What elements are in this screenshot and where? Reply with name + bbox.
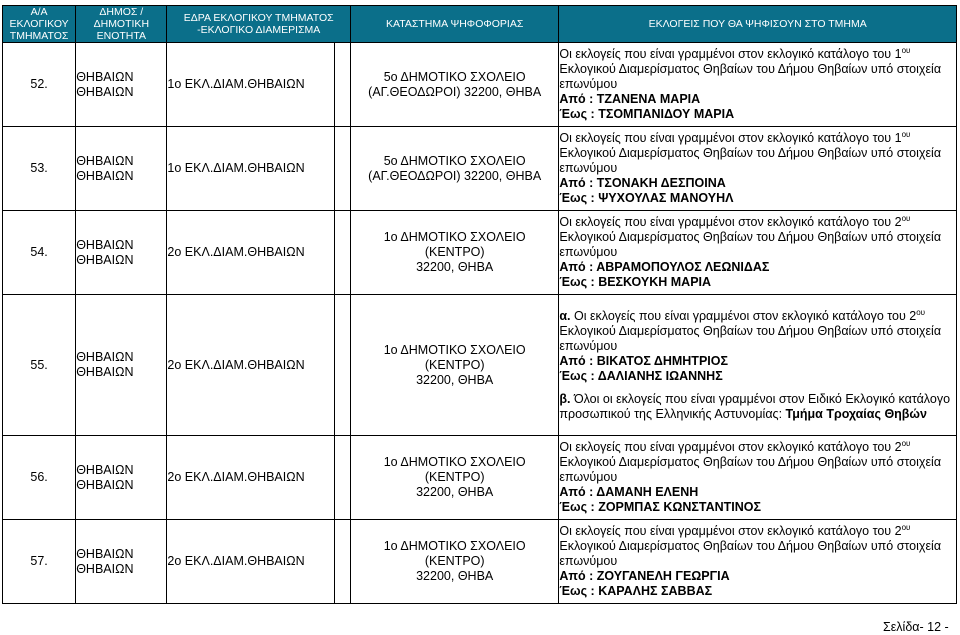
row-number: 57.: [3, 520, 76, 604]
from-name: Από : ΑΒΡΑΜΟΠΟΥΛΟΣ ΛΕΩΝΙΔΑΣ: [559, 260, 770, 274]
municipality-cell: ΘΗΒΑΙΩΝ ΘΗΒΑΙΩΝ: [76, 520, 167, 604]
table-header-row: [3, 6, 957, 43]
municipality-cell: ΘΗΒΑΙΩΝ ΘΗΒΑΙΩΝ: [76, 295, 167, 436]
to-name: Έως : ΨΥΧΟΥΛΑΣ ΜΑΝΟΥΗΛ: [559, 191, 734, 205]
row-number: 54.: [3, 211, 76, 295]
to-name: Έως : ΚΑΡΑΛΗΣ ΣΑΒΒΑΣ: [559, 584, 713, 598]
table-row: [3, 127, 957, 211]
polling-store-cell: 1ο ΔΗΜΟΤΙΚΟ ΣΧΟΛΕΙΟ (ΚΕΝΤΡΟ) 32200, ΘΗΒΑ: [351, 211, 559, 295]
header-seat: ΕΔΡΑ ΕΚΛΟΓΙΚΟΥ ΤΜΗΜΑΤΟΣ -ΕΚΛΟΓΙΚΟ ΔΙΑΜΕΡΙΣΜΑ: [167, 6, 351, 43]
spacer-cell: [335, 43, 351, 127]
polling-store-cell: 5ο ΔΗΜΟΤΙΚΟ ΣΧΟΛΕΙΟ (ΑΓ.ΘΕΟΔΩΡΟΙ) 32200, ΘΗΒΑ: [351, 43, 559, 127]
spacer-cell: [335, 211, 351, 295]
spacer-cell: [335, 436, 351, 520]
spacer-cell: [335, 127, 351, 211]
polling-stations-table: [2, 5, 957, 604]
header-store: ΚΑΤΑΣΤΗΜΑ ΨΗΦΟΦΟΡΙΑΣ: [351, 6, 559, 43]
electoral-unit-cell: 2ο ΕΚΛ.ΔΙΑΜ.ΘΗΒΑΙΩΝ: [167, 520, 335, 604]
header-num: Α/Α ΕΚΛΟΓΙΚΟΥ ΤΜΗΜΑΤΟΣ: [3, 6, 76, 43]
polling-store-cell: 5ο ΔΗΜΟΤΙΚΟ ΣΧΟΛΕΙΟ (ΑΓ.ΘΕΟΔΩΡΟΙ) 32200, ΘΗΒΑ: [351, 127, 559, 211]
electoral-unit-cell: 2ο ΕΚΛ.ΔΙΑΜ.ΘΗΒΑΙΩΝ: [167, 295, 335, 436]
municipality-cell: ΘΗΒΑΙΩΝ ΘΗΒΑΙΩΝ: [76, 127, 167, 211]
electoral-unit-cell: 2ο ΕΚΛ.ΔΙΑΜ.ΘΗΒΑΙΩΝ: [167, 436, 335, 520]
table-row: [3, 43, 957, 127]
municipality-cell: ΘΗΒΑΙΩΝ ΘΗΒΑΙΩΝ: [76, 436, 167, 520]
polling-store-cell: 1ο ΔΗΜΟΤΙΚΟ ΣΧΟΛΕΙΟ (ΚΕΝΤΡΟ) 32200, ΘΗΒΑ: [351, 436, 559, 520]
voters-cell: Οι εκλογείς που είναι γραμμένοι στον εκλογικό κατάλογο του $2^{o\upsilon}$ Εκλογικού Διαμερίσματος Θηβαίων του Δήμου Θηβαίων υπό στοιχεία επωνύμου Από : ΑΒΡΑΜΟΠΟΥΛΟΣ ΛΕΩΝΙΔΑΣ Έως : ΒΕΣΚΟΥΚΗ ΜΑΡΙΑ: [559, 211, 957, 295]
electoral-unit-cell: 1ο ΕΚΛ.ΔΙΑΜ.ΘΗΒΑΙΩΝ: [167, 127, 335, 211]
to-name: Έως : ΖΟΡΜΠΑΣ ΚΩΝΣΤΑΝΤΙΝΟΣ: [559, 500, 762, 514]
item-marker: β.: [559, 391, 571, 406]
polling-store-cell: 1ο ΔΗΜΟΤΙΚΟ ΣΧΟΛΕΙΟ (ΚΕΝΤΡΟ) 32200, ΘΗΒΑ: [351, 520, 559, 604]
electoral-unit-cell: 2ο ΕΚΛ.ΔΙΑΜ.ΘΗΒΑΙΩΝ: [167, 211, 335, 295]
header-voters: ΕΚΛΟΓΕΙΣ ΠΟΥ ΘΑ ΨΗΦΙΣΟΥΝ ΣΤΟ ΤΜΗΜΑ: [559, 6, 957, 43]
table-row: [3, 295, 957, 436]
to-name: Έως : ΒΕΣΚΟΥΚΗ ΜΑΡΙΑ: [559, 275, 712, 289]
row-number: 53.: [3, 127, 76, 211]
from-name: Από : ΒΙΚΑΤΟΣ ΔΗΜΗΤΡΙΟΣ: [559, 353, 728, 368]
row-number: 56.: [3, 436, 76, 520]
voters-cell: Οι εκλογείς που είναι γραμμένοι στον εκλογικό κατάλογο του $1^{o\upsilon}$ Εκλογικού Διαμερίσματος Θηβαίων του Δήμου Θηβαίων υπό στοιχεία επωνύμου Από : ΤΣΟΝΑΚΗ ΔΕΣΠΟΙΝΑ Έως : ΨΥΧΟΥΛΑΣ ΜΑΝΟΥΗΛ: [559, 127, 957, 211]
row-number: 55.: [3, 295, 76, 436]
electoral-unit-cell: 1ο ΕΚΛ.ΔΙΑΜ.ΘΗΒΑΙΩΝ: [167, 43, 335, 127]
table-row: [3, 436, 957, 520]
municipality-cell: ΘΗΒΑΙΩΝ ΘΗΒΑΙΩΝ: [76, 43, 167, 127]
from-name: Από : ΤΣΟΝΑΚΗ ΔΕΣΠΟΙΝΑ: [559, 176, 726, 190]
voters-cell: α. Οι εκλογείς που είναι γραμμένοι στον εκλογικό κατάλογο του $2^{o\upsilon}$ Εκλογικού Διαμερίσματος Θηβαίων του Δήμου Θηβαίων υπό στοιχεία επωνύμου Από : ΒΙΚΑΤΟΣ ΔΗΜΗΤΡΙΟΣ Έως : ΔΑΛΙΑΝΗΣ ΙΩΑΝΝΗΣ β. Όλοι οι εκλογείς που είναι γραμμένοι στον Ειδικό Εκλογικό κατάλογο προσωπικού της Ελληνικής Αστυνομίας: Τμήμα Τροχαίας Θηβών: [559, 295, 957, 436]
to-name: Έως : ΔΑΛΙΑΝΗΣ ΙΩΑΝΝΗΣ: [559, 368, 723, 383]
voters-cell: Οι εκλογείς που είναι γραμμένοι στον εκλογικό κατάλογο του $2^{o\upsilon}$ Εκλογικού Διαμερίσματος Θηβαίων του Δήμου Θηβαίων υπό στοιχεία επωνύμου Από : ΔΑΜΑΝΗ ΕΛΕΝΗ Έως : ΖΟΡΜΠΑΣ ΚΩΝΣΤΑΝΤΙΝΟΣ: [559, 436, 957, 520]
from-name: Από : ΔΑΜΑΝΗ ΕΛΕΝΗ: [559, 485, 699, 499]
row-number: 52.: [3, 43, 76, 127]
police-unit: Τμήμα Τροχαίας Θηβών: [785, 406, 927, 421]
item-marker: α.: [559, 308, 571, 323]
table-row: [3, 211, 957, 295]
voters-cell: Οι εκλογείς που είναι γραμμένοι στον εκλογικό κατάλογο του $1^{o\upsilon}$ Εκλογικού Διαμερίσματος Θηβαίων του Δήμου Θηβαίων υπό στοιχεία επωνύμου Από : ΤΖΑΝΕΝΑ ΜΑΡΙΑ Έως : ΤΣΟΜΠΑΝΙΔΟΥ ΜΑΡΙΑ: [559, 43, 957, 127]
from-name: Από : ΖΟΥΓΑΝΕΛΗ ΓΕΩΡΓΙΑ: [559, 569, 730, 583]
spacer-cell: [335, 520, 351, 604]
page-number: Σελίδα- 12 -: [883, 620, 949, 634]
to-name: Έως : ΤΣΟΜΠΑΝΙΔΟΥ ΜΑΡΙΑ: [559, 107, 735, 121]
voters-cell: Οι εκλογείς που είναι γραμμένοι στον εκλογικό κατάλογο του $2^{o\upsilon}$ Εκλογικού Διαμερίσματος Θηβαίων του Δήμου Θηβαίων υπό στοιχεία επωνύμου Από : ΖΟΥΓΑΝΕΛΗ ΓΕΩΡΓΙΑ Έως : ΚΑΡΑΛΗΣ ΣΑΒΒΑΣ: [559, 520, 957, 604]
table-row: [3, 520, 957, 604]
polling-store-cell: 1ο ΔΗΜΟΤΙΚΟ ΣΧΟΛΕΙΟ (ΚΕΝΤΡΟ) 32200, ΘΗΒΑ: [351, 295, 559, 436]
from-name: Από : ΤΖΑΝΕΝΑ ΜΑΡΙΑ: [559, 92, 701, 106]
municipality-cell: ΘΗΒΑΙΩΝ ΘΗΒΑΙΩΝ: [76, 211, 167, 295]
spacer-cell: [335, 295, 351, 436]
header-municipality: ΔΗΜΟΣ / ΔΗΜΟΤΙΚΗ ΕΝΟΤΗΤΑ: [76, 6, 167, 43]
